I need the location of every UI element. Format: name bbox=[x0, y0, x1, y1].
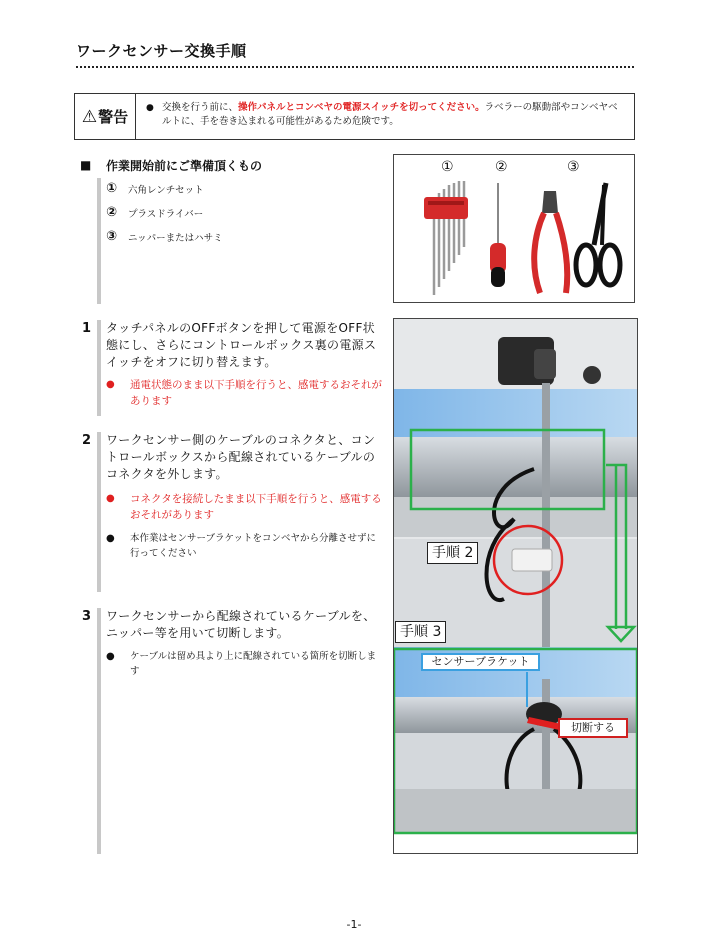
warning-text-highlight: 操作パネルとコンベヤの電源スイッチを切ってください。 bbox=[238, 102, 485, 113]
step3-photo-label: 手順 3 bbox=[395, 621, 446, 643]
tools-illustration bbox=[394, 155, 635, 303]
bullet-text: 本作業はセンサーブラケットをコンベヤから分離させずに行ってください bbox=[130, 533, 377, 559]
warning-text-pre: 交換を行う前に、 bbox=[162, 102, 239, 113]
tool-photo-number: ① bbox=[441, 159, 454, 175]
warning-label: 警告 bbox=[98, 108, 129, 126]
step-bullet bbox=[106, 491, 384, 523]
bullet-text: 通電状態のまま以下手順を行うと、感電するおそれがあります bbox=[130, 379, 382, 407]
warning-triangle-icon: ⚠ bbox=[81, 106, 98, 127]
tool-item bbox=[106, 229, 223, 244]
tool-number: ② bbox=[106, 205, 118, 220]
step-side-bar bbox=[97, 432, 101, 592]
step-bullet bbox=[106, 649, 384, 679]
preparation-title: 作業開始前にご準備頂くもの bbox=[106, 159, 263, 173]
tool-label: 六角レンチセット bbox=[128, 184, 204, 196]
tool-label: プラスドライバー bbox=[128, 208, 204, 220]
step-number: 3 bbox=[82, 609, 92, 624]
tools-photo bbox=[393, 154, 635, 303]
warning-bullet-icon: ● bbox=[146, 103, 154, 113]
step-text: タッチパネルのOFFボタンを押して電源をOFF状態にし、さらにコントロールボックス裏の電源スイッチをオフに切り替えます。 bbox=[106, 321, 377, 369]
warning-label-cell bbox=[75, 94, 136, 139]
step-side-bar bbox=[97, 320, 101, 416]
step-text: ワークセンサーから配線されているケーブルを、ニッパー等を用いて切断します。 bbox=[106, 609, 376, 640]
tool-number: ① bbox=[106, 181, 118, 196]
section-square-icon: ■ bbox=[80, 158, 92, 172]
sensor-bracket-label: センサーブラケット bbox=[421, 653, 540, 671]
step-side-bar bbox=[97, 608, 101, 854]
tool-photo-number: ③ bbox=[567, 159, 580, 175]
step-number: 2 bbox=[82, 433, 92, 448]
tool-item bbox=[106, 205, 203, 220]
page-title: ワークセンサー交換手順 bbox=[76, 42, 247, 60]
tool-number: ③ bbox=[106, 229, 118, 244]
page-number: -1- bbox=[346, 918, 362, 931]
tool-photo-number: ② bbox=[495, 159, 508, 175]
tool-item bbox=[106, 181, 204, 196]
warning-body bbox=[136, 94, 634, 139]
bullet-dot-icon: ● bbox=[106, 379, 115, 390]
bullet-dot-icon: ● bbox=[106, 651, 115, 662]
bullet-text: ケーブルは留め具より上に配線されている箇所を切断します bbox=[130, 651, 377, 677]
bullet-dot-icon: ● bbox=[106, 533, 115, 544]
title-divider bbox=[76, 66, 634, 68]
warning-box bbox=[74, 93, 635, 140]
step-number: 1 bbox=[82, 321, 92, 336]
cut-label: 切断する bbox=[558, 718, 628, 738]
step-bullet bbox=[106, 377, 384, 409]
tool-label: ニッパーまたはハサミ bbox=[128, 232, 223, 244]
step-text: ワークセンサー側のケーブルのコネクタと、コントロールボックスから配線されているケーブルのコネクタを外します。 bbox=[106, 433, 376, 481]
warning-text-post: ラベラーの駆動部やコンベヤベルトに、手を巻き込まれる可能性があるため危険です。 bbox=[162, 102, 618, 127]
bullet-text: コネクタを接続したまま以下手順を行うと、感電するおそれがあります bbox=[130, 493, 382, 521]
step2-photo-label: 手順 2 bbox=[427, 542, 478, 564]
preparation-side-bar bbox=[97, 178, 101, 304]
warning-text bbox=[148, 101, 626, 129]
conveyor-illustration bbox=[394, 319, 638, 854]
conveyor-photo bbox=[393, 318, 638, 854]
bullet-dot-icon: ● bbox=[106, 493, 115, 504]
step-bullet bbox=[106, 531, 384, 561]
